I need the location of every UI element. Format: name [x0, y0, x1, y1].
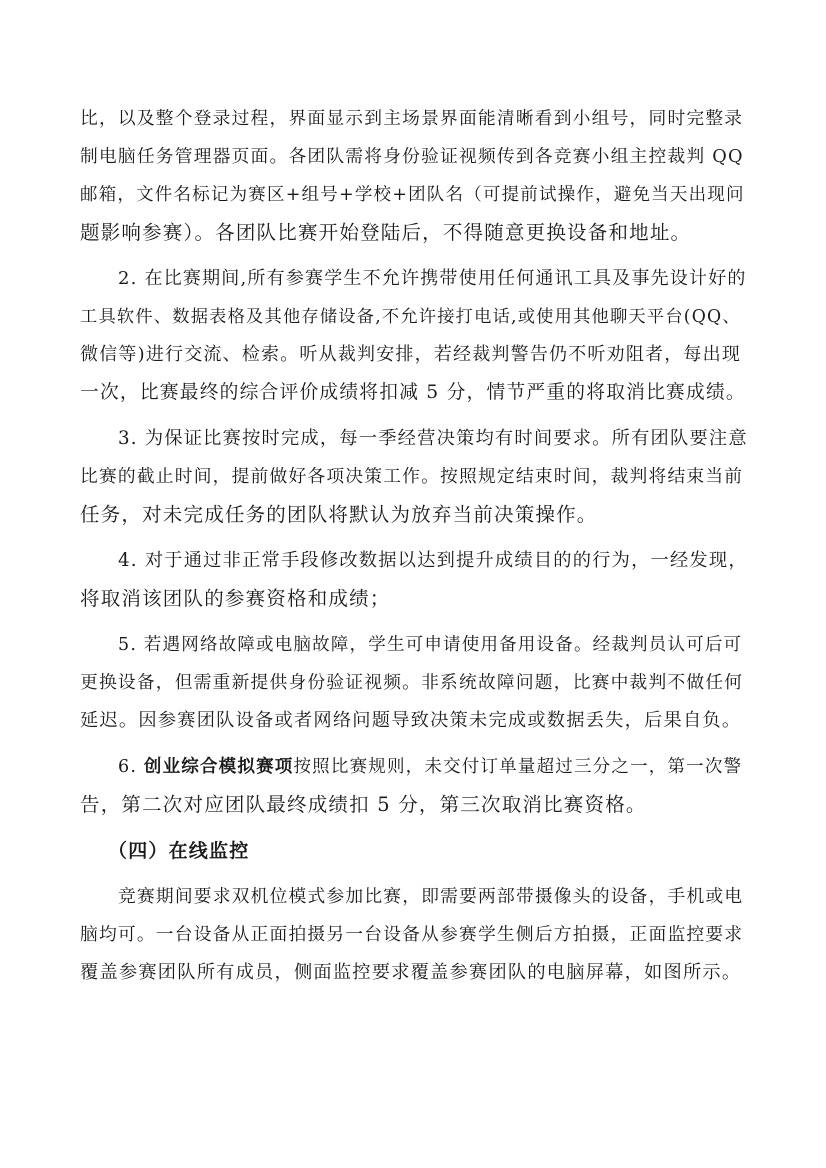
text-line: [80, 748, 748, 786]
text-line: 比，以及整个登录过程，界面显示到主场景界面能清晰看到小组号，同时完整录: [80, 109, 744, 129]
section-heading-container: [80, 832, 748, 870]
text-line: 将取消该团队的参赛资格和成绩；: [80, 587, 391, 610]
paragraph-login-verification: [80, 100, 748, 252]
competition-name: 创业综合模拟赛项: [143, 757, 294, 777]
text-line: 邮箱，文件名标记为赛区+组号+学校+团队名（可提前试操作，避免当天出现问: [80, 185, 745, 205]
text-line: 4. 对于通过非正常手段修改数据以达到提升成绩目的的行为，一经发现，: [118, 550, 748, 571]
text-line: 竞赛期间要求双机位模式参加比赛，即需要两部带摄像头的设备，手机或电: [118, 887, 744, 907]
text-line: 延迟。因参赛团队设备或者网络问题导致决策未完成或数据丢失，后果自负。: [80, 710, 742, 731]
item-text: 按照比赛规则，未交付订单量超过三分之一，第一次警: [293, 757, 743, 777]
rule-item-6: [80, 748, 748, 824]
document-body: [80, 100, 748, 1000]
text-line: 工具软件、数据表格及其他存储设备,不允许接打电话,或使用其他聊天平台(QQ、: [80, 307, 741, 327]
text-line: 微信等)进行交流、检索。听从裁判安排，若经裁判警告仍不听劝阻者，每出现: [80, 344, 742, 365]
text-line: 一次，比赛最终的综合评价成绩将扣减 5 分，情节严重的将取消比赛成绩。: [80, 382, 746, 403]
text-line: 脑均可。一台设备从正面拍摄另一台设备从参赛学生侧后方拍摄，正面监控要求: [80, 925, 744, 945]
rule-item-4: [80, 542, 748, 618]
text-line: 3. 为保证比赛按时完成，每一季经营决策均有时间要求。所有团队要注意: [118, 428, 748, 449]
section-heading: （四）在线监控: [108, 840, 250, 862]
paragraph-online-monitoring: [80, 878, 748, 992]
item-number: 6.: [118, 757, 144, 777]
text-line: 制电脑任务管理器页面。各团队需将身份验证视频传到各竞赛小组主控裁判 QQ: [80, 147, 744, 167]
text-line: 更换设备，但需重新提供身份验证视频。非系统故障问题，比赛中裁判不做任何: [80, 673, 744, 693]
text-line: 告，第二次对应团队最终成绩扣 5 分，第三次取消比赛资格。: [80, 793, 647, 816]
rule-item-2: [80, 260, 748, 412]
text-line: 覆盖参赛团队所有成员，侧面监控要求覆盖参赛团队的电脑屏幕，如图所示。: [80, 962, 742, 983]
text-line: 5. 若遇网络故障或电脑故障，学生可申请使用备用设备。经裁判员认可后可: [118, 635, 743, 655]
text-line: 2. 在比赛期间,所有参赛学生不允许携带使用任何通讯工具及事先设计好的: [118, 268, 747, 289]
rule-item-3: [80, 420, 748, 534]
rule-item-5: [80, 626, 748, 740]
text-line: 题影响参赛）。各团队比赛开始登陆后，不得随意更换设备和地址。: [80, 221, 692, 244]
text-line: 任务，对未完成任务的团队将默认为放弃当前决策操作。: [80, 503, 598, 526]
text-line: 比赛的截止时间，提前做好各项决策工作。按照规定结束时间，裁判将结束当前: [80, 467, 744, 487]
